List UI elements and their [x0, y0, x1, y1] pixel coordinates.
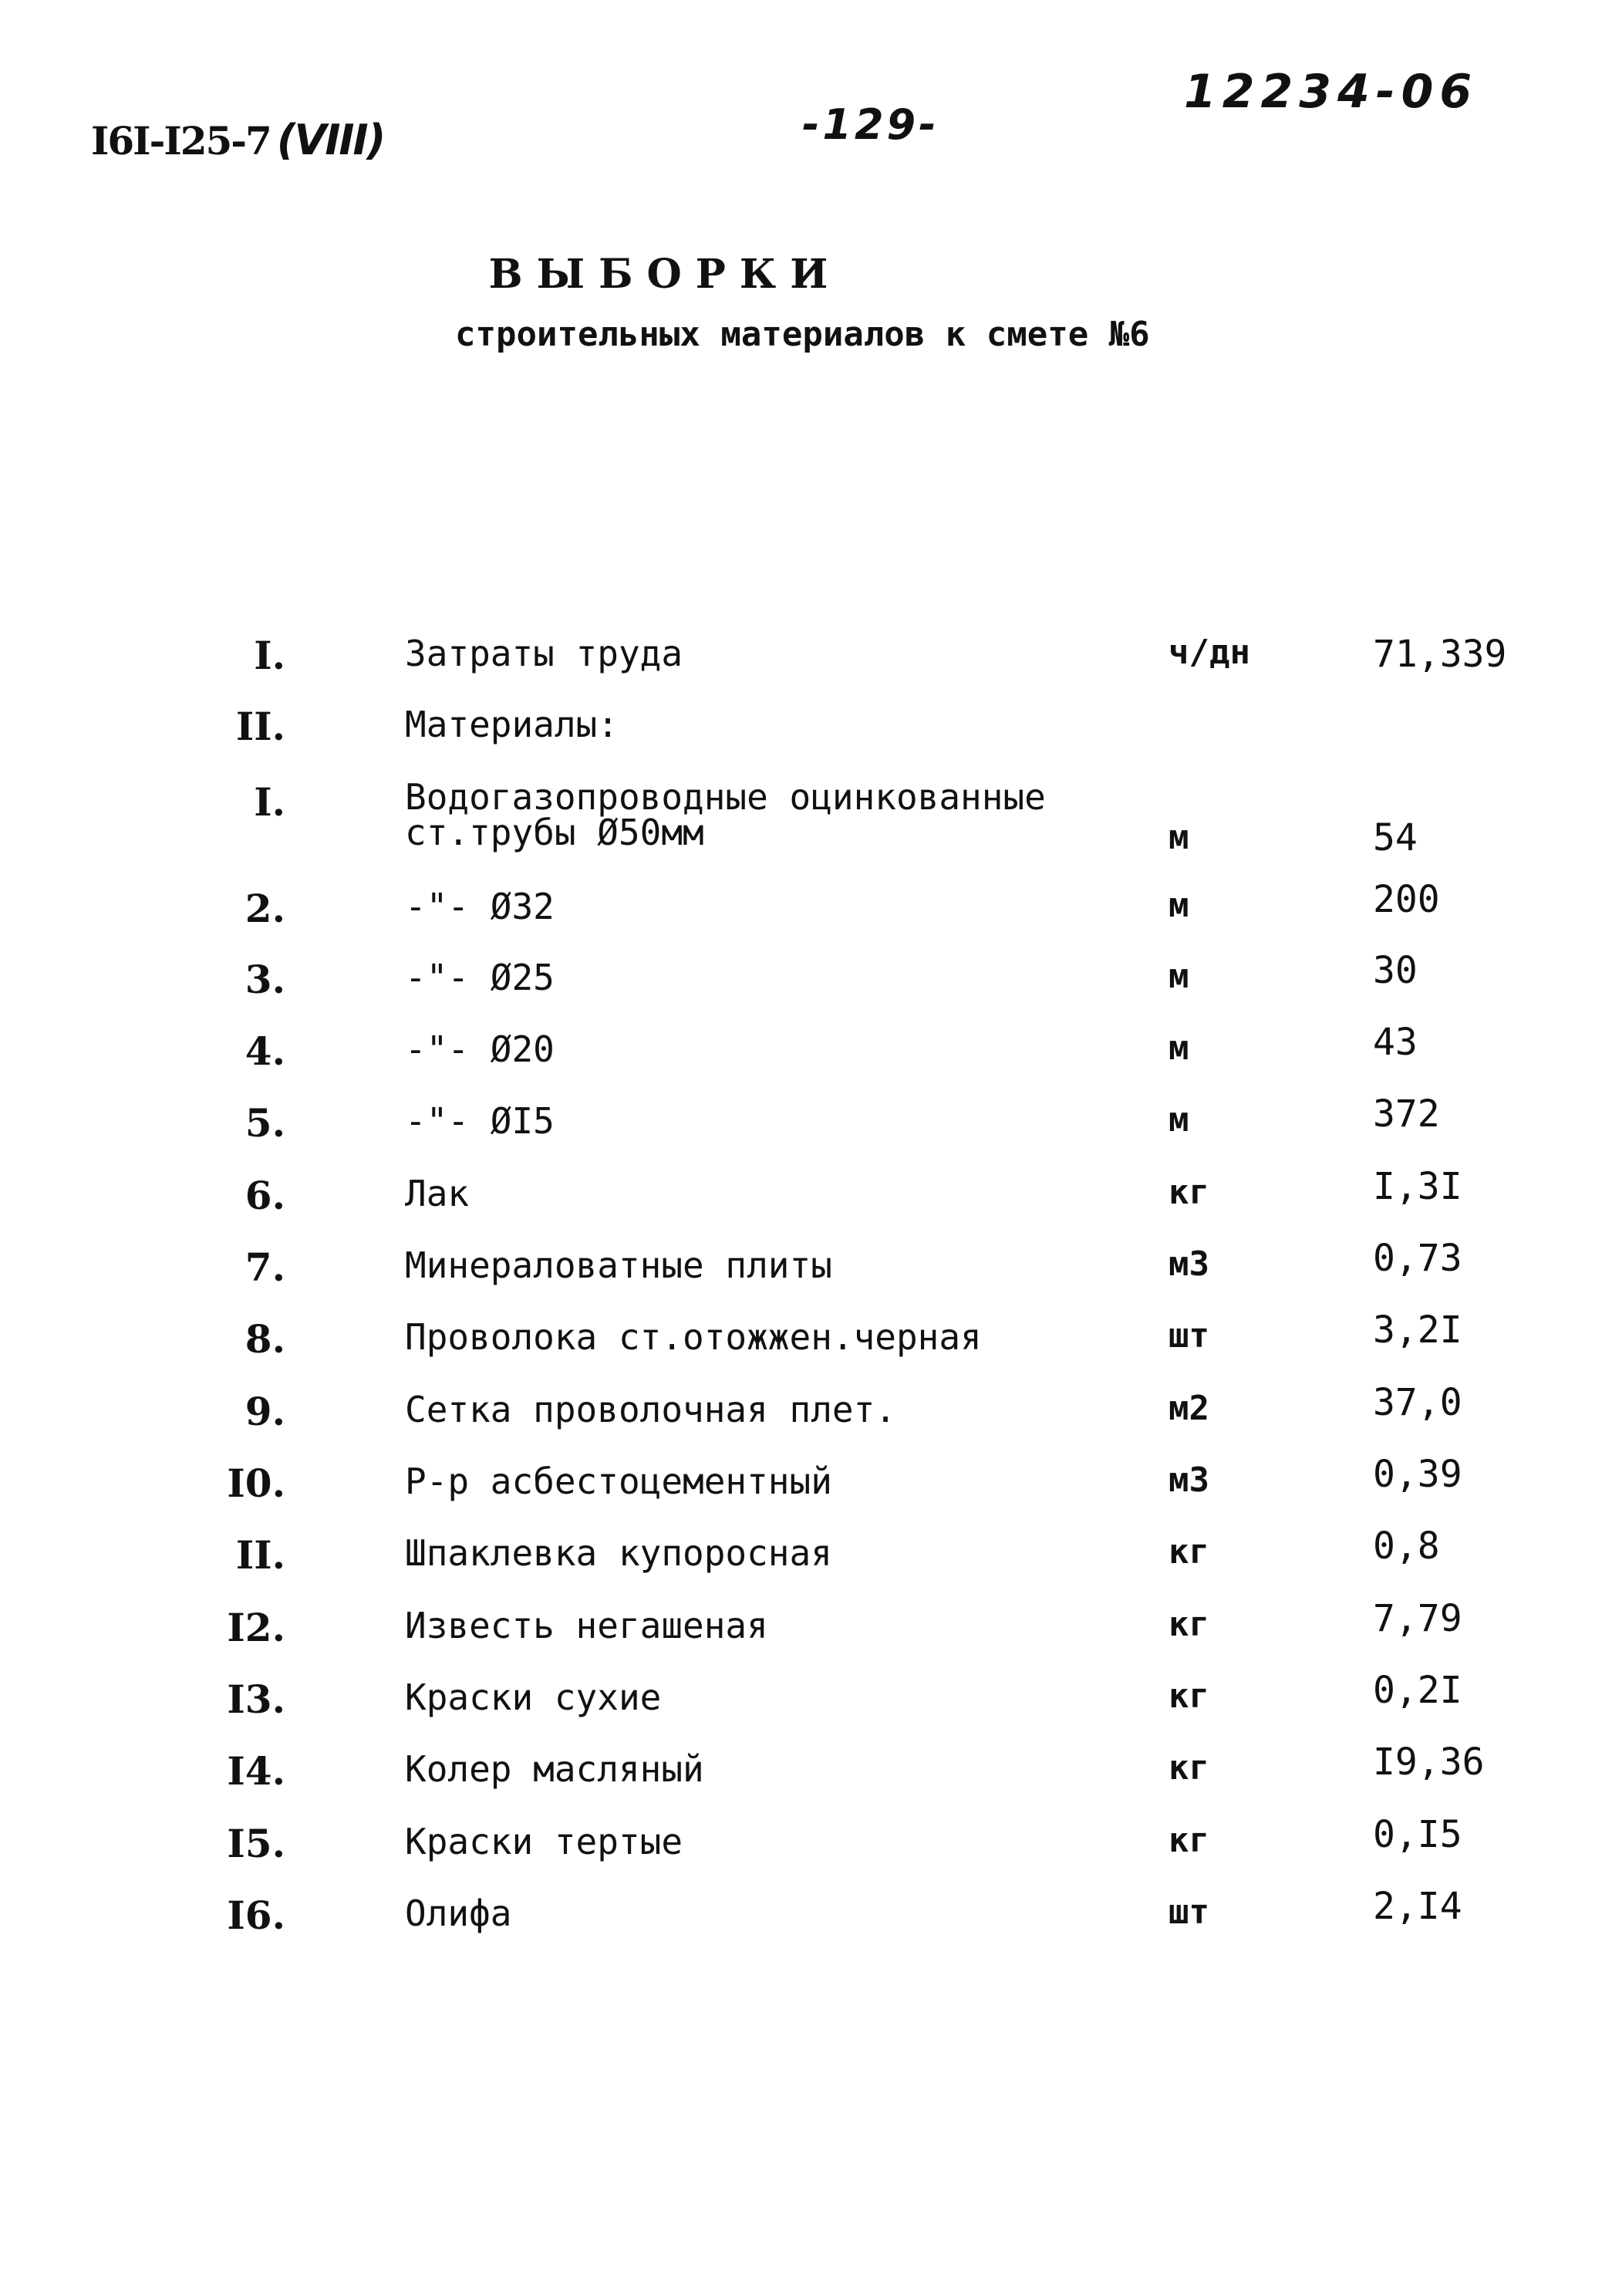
- table-row: [0, 1524, 1612, 1578]
- row-name: Сетка проволочная плет.: [405, 1389, 896, 1430]
- row-number: 3.: [244, 957, 285, 1002]
- row-quantity: 71,339: [1373, 633, 1507, 676]
- row-number: 5.: [244, 1100, 285, 1146]
- row-number: II.: [235, 1532, 285, 1578]
- row-quantity: 2,I4: [1373, 1885, 1462, 1928]
- section-row-labor: [0, 633, 1612, 679]
- row-name: Известь негашеная: [405, 1605, 768, 1646]
- row-unit: кг: [1169, 1676, 1209, 1716]
- row-unit: м3: [1169, 1244, 1209, 1284]
- table-row: [0, 1381, 1612, 1435]
- row-number: I5.: [227, 1821, 285, 1866]
- row-name: Материалы:: [405, 704, 619, 745]
- row-name: Р-р асбестоцементный: [405, 1460, 832, 1502]
- table-row: [0, 1813, 1612, 1867]
- row-quantity: 0,73: [1373, 1237, 1462, 1280]
- row-unit: шт: [1169, 1316, 1209, 1356]
- row-name: Краски тертые: [405, 1821, 683, 1862]
- row-quantity: I9,36: [1373, 1741, 1485, 1784]
- row-number: I4.: [227, 1748, 285, 1794]
- row-unit: м: [1169, 818, 1189, 857]
- row-number: 4.: [244, 1028, 285, 1074]
- row-number: 8.: [244, 1316, 285, 1362]
- row-number: 6.: [244, 1173, 285, 1218]
- row-name: Проволока ст.отожжен.черная: [405, 1316, 982, 1358]
- row-name: Лак: [405, 1173, 470, 1214]
- row-number: 2.: [244, 886, 285, 931]
- row-quantity: 200: [1373, 878, 1440, 921]
- row-quantity: I,3I: [1373, 1165, 1462, 1208]
- table-row: [0, 1021, 1612, 1075]
- row-name: Краски сухие: [405, 1676, 662, 1718]
- row-unit: шт: [1169, 1893, 1209, 1932]
- row-name: Шпаклевка купоросная: [405, 1532, 832, 1574]
- archive-number: 12234-06: [1184, 65, 1479, 119]
- table-row: [0, 1741, 1612, 1795]
- row-name: Минераловатные плиты: [405, 1244, 832, 1286]
- row-unit: м: [1169, 886, 1189, 925]
- row-name: -"- ØI5: [405, 1100, 555, 1142]
- table-row: [0, 1597, 1612, 1651]
- row-quantity: 372: [1373, 1092, 1440, 1136]
- row-name: -"- Ø20: [405, 1028, 555, 1070]
- row-unit: м: [1169, 957, 1189, 996]
- table-row: [0, 1165, 1612, 1219]
- row-unit: кг: [1169, 1605, 1209, 1644]
- row-quantity: 37,0: [1373, 1381, 1462, 1424]
- document-code-note: (VIII): [276, 116, 385, 164]
- table-row: [0, 1669, 1612, 1723]
- table-row: [0, 1453, 1612, 1507]
- row-unit: м: [1169, 1100, 1189, 1140]
- row-quantity: 30: [1373, 949, 1418, 992]
- row-number: I0.: [227, 1460, 285, 1506]
- row-quantity: 43: [1373, 1021, 1418, 1064]
- row-unit: м3: [1169, 1460, 1209, 1500]
- row-unit: кг: [1169, 1748, 1209, 1788]
- row-quantity: 7,79: [1373, 1597, 1462, 1640]
- row-unit: кг: [1169, 1173, 1209, 1212]
- row-number: II.: [235, 704, 285, 749]
- row-name: Затраты труда: [405, 633, 683, 674]
- row-unit: кг: [1169, 1821, 1209, 1860]
- row-quantity: 3,2I: [1373, 1308, 1462, 1352]
- row-number: I3.: [227, 1676, 285, 1722]
- table-row: [0, 1308, 1612, 1362]
- table-row: [0, 949, 1612, 1003]
- row-quantity: 54: [1373, 816, 1418, 859]
- document-code-text: I6I-I25-7: [91, 118, 271, 164]
- row-quantity: 0,39: [1373, 1453, 1462, 1496]
- row-name: -"- Ø32: [405, 886, 555, 927]
- row-number: 9.: [244, 1389, 285, 1434]
- row-number: I.: [254, 779, 285, 825]
- row-quantity: 0,8: [1373, 1524, 1440, 1568]
- row-number: I6.: [227, 1893, 285, 1938]
- row-unit: ч/дн: [1169, 633, 1250, 672]
- table-row: [0, 1885, 1612, 1939]
- section-row-materials: [0, 704, 1612, 750]
- table-row: [0, 1092, 1612, 1146]
- row-name: Колер масляный: [405, 1748, 704, 1790]
- table-row: [0, 776, 1612, 864]
- page-number: -129-: [802, 100, 939, 149]
- row-unit: кг: [1169, 1532, 1209, 1572]
- table-row: [0, 1237, 1612, 1291]
- row-name: Водогазопроводные оцинкованные ст.трубы Ø50мм: [405, 776, 1046, 853]
- document-subtitle: строительных материалов к смете №6: [455, 315, 1150, 354]
- row-name: -"- Ø25: [405, 957, 555, 998]
- document-title: ВЫБОРКИ: [488, 251, 842, 298]
- table-row: [0, 878, 1612, 932]
- row-unit: м2: [1169, 1389, 1209, 1428]
- row-number: I2.: [227, 1605, 285, 1650]
- row-unit: м: [1169, 1028, 1189, 1068]
- row-quantity: 0,I5: [1373, 1813, 1462, 1856]
- row-quantity: 0,2I: [1373, 1669, 1462, 1712]
- row-number: I.: [254, 633, 285, 678]
- row-name: Олифа: [405, 1893, 512, 1934]
- row-number: 7.: [244, 1244, 285, 1290]
